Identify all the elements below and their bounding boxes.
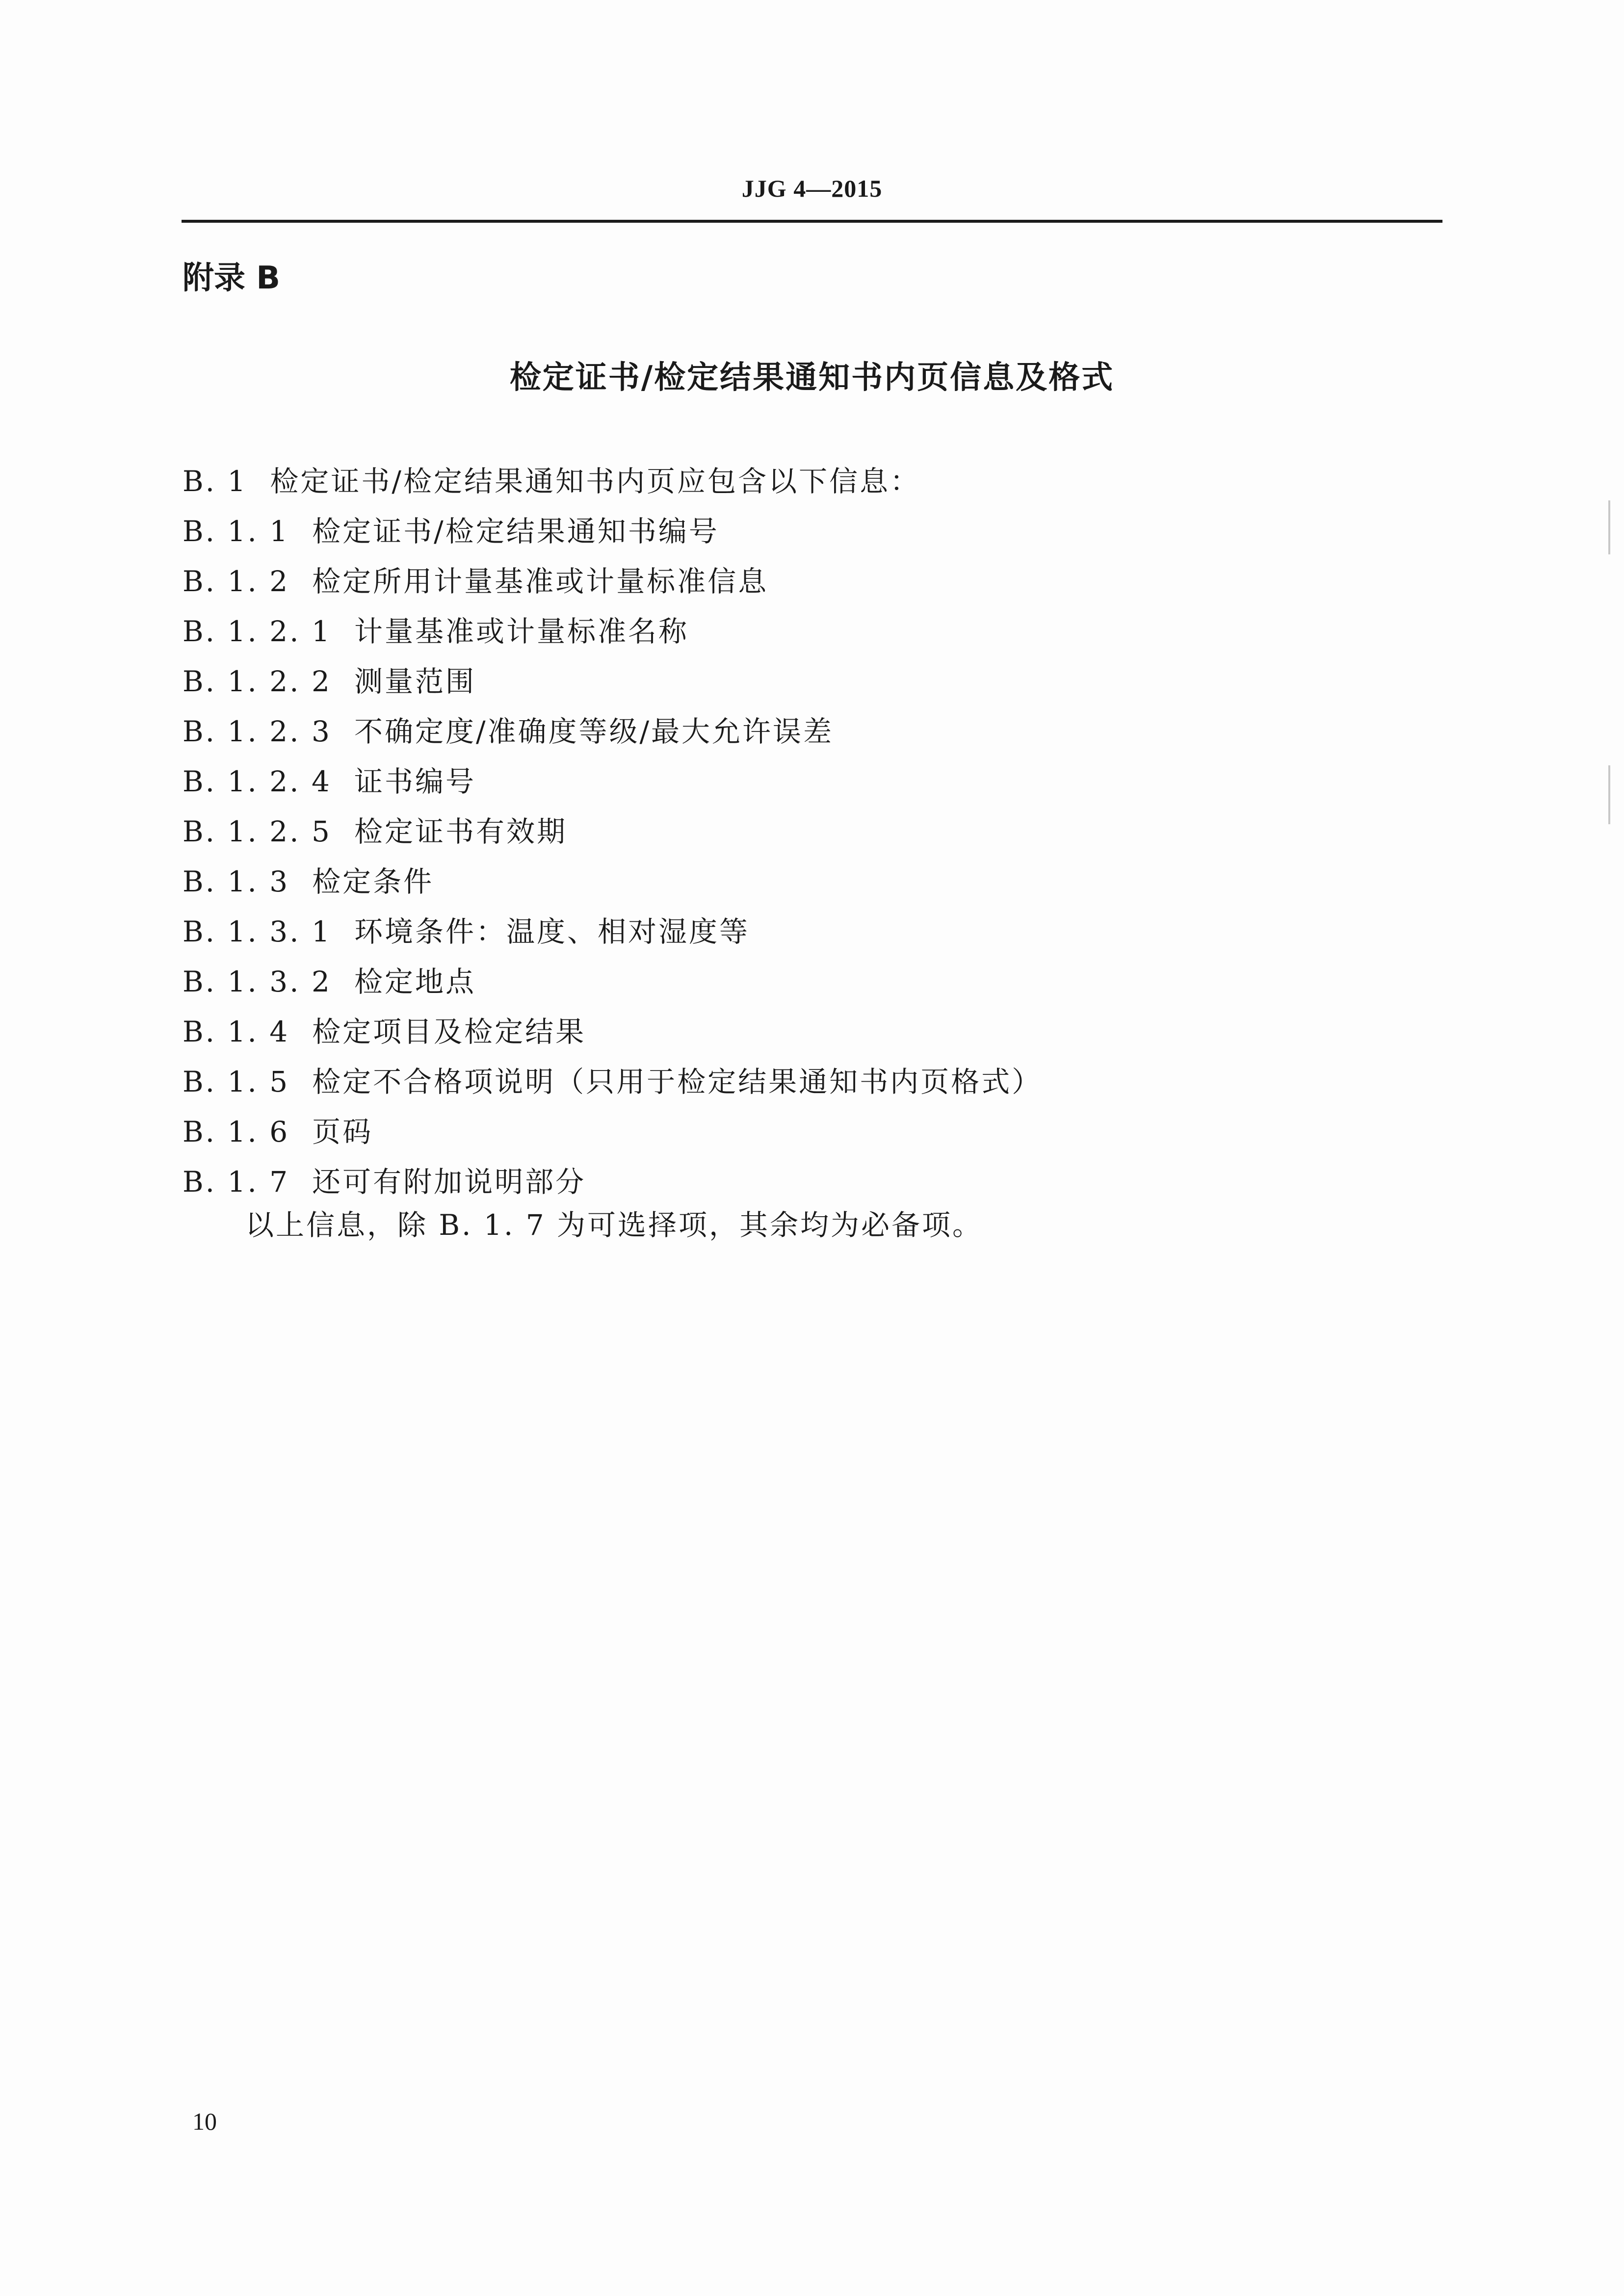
item-number: B. 1. 1 — [183, 515, 290, 548]
item-text: 计量基准或计量标准名称 — [354, 615, 689, 648]
appendix-label: 附录 B — [183, 260, 281, 296]
section-title: 检定证书/检定结果通知书内页信息及格式 — [509, 360, 1115, 396]
item-number: B. 1. 6 — [183, 1115, 290, 1148]
list-item — [183, 1107, 1439, 1157]
closing-note: 以上信息，除 B. 1. 7 为可选择项，其余均为必备项。 — [245, 1208, 983, 1242]
item-text: 还可有附加说明部分 — [312, 1165, 586, 1199]
page-number: 10 — [192, 2108, 217, 2135]
list-item — [183, 1157, 1439, 1207]
item-text: 环境条件：温度、相对湿度等 — [354, 915, 750, 948]
list-item — [183, 456, 1439, 506]
list-item — [183, 556, 1439, 606]
list-item — [183, 857, 1439, 907]
item-text: 检定项目及检定结果 — [312, 1015, 586, 1048]
list-item — [183, 907, 1439, 957]
list-item — [183, 1007, 1439, 1057]
item-number: B. 1. 7 — [183, 1165, 290, 1199]
list-item — [183, 706, 1439, 757]
running-header: JJG 4—2015 — [741, 175, 883, 202]
item-text: 证书编号 — [354, 765, 476, 798]
list-item — [183, 957, 1439, 1007]
item-number: B. 1. 2. 1 — [183, 615, 332, 648]
item-number: B. 1. 2. 3 — [183, 715, 332, 748]
item-number: B. 1. 2. 5 — [183, 815, 332, 848]
header-rule — [182, 220, 1442, 223]
item-text: 检定证书有效期 — [354, 815, 567, 848]
scan-artifact — [1608, 500, 1610, 554]
list-item — [183, 1057, 1439, 1107]
item-number: B. 1. 2 — [183, 565, 290, 598]
item-text: 不确定度/准确度等级/最大允许误差 — [354, 715, 834, 748]
item-list — [183, 456, 1439, 1207]
item-text: 检定证书/检定结果通知书内页应包含以下信息： — [270, 465, 920, 498]
item-text: 检定不合格项说明（只用于检定结果通知书内页格式） — [312, 1065, 1043, 1098]
item-text: 测量范围 — [354, 665, 476, 698]
item-number: B. 1. 3. 2 — [183, 965, 332, 998]
item-text: 页码 — [312, 1115, 373, 1148]
item-text: 检定所用计量基准或计量标准信息 — [312, 565, 769, 598]
list-item — [183, 606, 1439, 656]
item-number: B. 1. 3 — [183, 865, 290, 898]
item-text: 检定条件 — [312, 865, 434, 898]
list-item — [183, 807, 1439, 857]
item-number: B. 1. 3. 1 — [183, 915, 332, 948]
item-number: B. 1. 4 — [183, 1015, 290, 1048]
list-item — [183, 656, 1439, 706]
item-number: B. 1. 2. 4 — [183, 765, 332, 798]
item-number: B. 1. 2. 2 — [183, 665, 332, 698]
list-item — [183, 757, 1439, 807]
item-number: B. 1. 5 — [183, 1065, 290, 1098]
item-text: 检定地点 — [354, 965, 476, 998]
list-item — [183, 506, 1439, 556]
scan-artifact — [1608, 765, 1610, 824]
item-text: 检定证书/检定结果通知书编号 — [312, 515, 719, 548]
item-number: B. 1 — [183, 465, 248, 498]
